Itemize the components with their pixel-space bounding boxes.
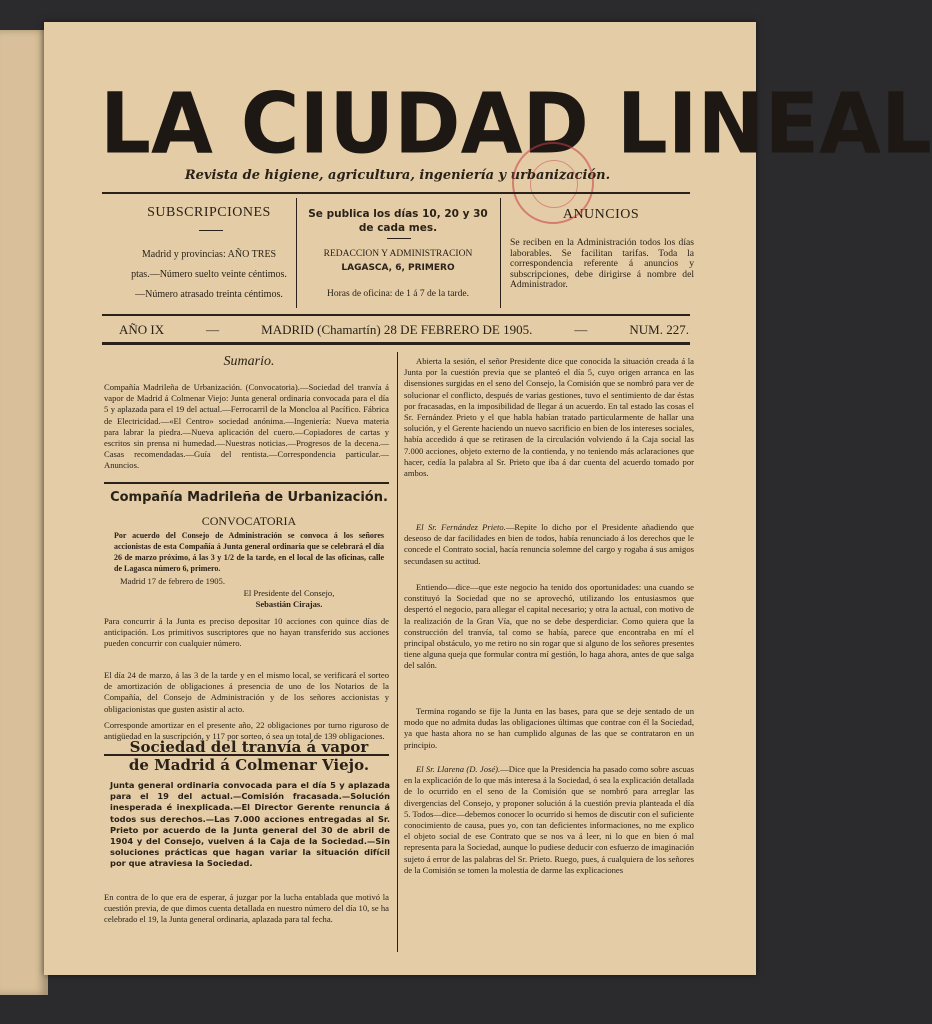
publication-line-5: Horas de oficina: de 1 á 7 de la tarde.: [327, 289, 469, 299]
article1-signature-role: El Presidente del Consejo,: [243, 588, 335, 598]
newspaper-page: [44, 22, 932, 975]
publication-line-2: de cada mes.: [358, 222, 438, 234]
right-paragraph-5: [404, 764, 694, 942]
summary-title: Sumario.: [223, 354, 275, 369]
right-paragraph-2: [404, 522, 694, 582]
dateline: [119, 322, 689, 338]
masthead-subtitle: Revista de higiene, agricultura, ingeniería y urbanización.: [184, 168, 611, 183]
subscriptions-title: SUBSCRIPCIONES: [147, 205, 271, 220]
article2-title-line-1: Sociedad del tranvía á vapor: [129, 738, 369, 756]
publication-line-1: Se publica los días 10, 20 y 30: [308, 208, 488, 220]
article2-paragraph-1: En contra de lo que era de esperar, á juzgar por la lucha entablada que motivó la cuestión previa, de que dimos cuenta detallada en nuestro número del día 10, se ha celebrado el 19, la Junta general ordinaria, aplazada para tal fecha.: [104, 892, 389, 925]
article2-lead: Junta general ordinaria convocada para el día 5 y aplazada para el 19 del actual.—Comisión fracasada.—Solución inesperada é inexplicada.—El Director Gerente renuncia á todos sus derechos.—Las 7.000 acciones entregadas al Sr. Prieto por acuerdo de la Junta general del 30 de abril de 1904 y del Consejo, vuelven á la Caja de la Sociedad.—Sin soluciones prácticas que hagan variar la situación difícil por que atraviesa la Sociedad.: [110, 780, 390, 869]
volume-year: AÑO IX: [119, 322, 165, 337]
right-paragraph-4: [404, 706, 694, 762]
issue-number: NUM. 227.: [629, 322, 689, 337]
subscriptions-title-underline: [199, 230, 223, 231]
ads-text: Se reciben en la Administración todos los días laborables. Se facilitan tarifas. Toda la correspondencia referente á anuncios y subscripciones, debe dirigirse á nombre del Administrador.: [510, 237, 694, 291]
ads-title: ANUNCIOS: [562, 207, 640, 222]
header-top-rule: [102, 192, 690, 194]
right-paragraph-3: [404, 582, 694, 706]
header-divider-1: [296, 198, 297, 308]
article1-signature-name: Sebastián Cirajas.: [255, 599, 323, 609]
header-bottom-rule: [102, 314, 690, 316]
publication-underline: [387, 238, 411, 239]
dateline-dash-2: —: [574, 322, 588, 337]
subscriptions-line-1: Madrid y provincias: AÑO TRES: [141, 249, 277, 260]
article1-notice: Por acuerdo del Consejo de Administración se convoca á los señores accionistas de esta Compañía á Junta general ordinaria que se celebrará el día 26 de marzo próximo, á las 3 y 1/2 de la tarde, en el local de las oficinas, calle de Lagasca número 6, primero.: [114, 531, 384, 573]
masthead-title: LA CIUDAD LINEAL: [100, 74, 932, 173]
speaker-fernandez-prieto: El Sr. Fernández Prieto.: [416, 522, 506, 532]
column-divider: [397, 352, 398, 952]
right-paragraph-4-text: Termina rogando se fije la Junta en las bases, para que se deje sentado de un modo que no admita dudas las obligaciones últimas que contrae con él la Sociedad, ya que hasta ahora no se han cumplido algunas de las que se contrataron en un principio.: [404, 706, 694, 750]
summary-text: Compañía Madrileña de Urbanización. (Convocatoria).—Sociedad del tranvía á vapor de Madrid á Colmenar Viejo: Junta general ordinaria convocada para el día 5 y aplazada para el 19 del actual.—Ferrocarril de la Moncloa al Pacífico. Fábrica de Electricidad.—«El Centro» sociedad anónima.—Ingeniería: Nueva materia para labrar la piedra.—Nueva aplicación del cuero.—Copiadores de cartas y escritos sin prensa ni humedad.—Nuestras noticias.—Progresos de la decena.—Casas recomendadas.—Guía del rentista.—Correspondencia particular.—Anuncios.: [104, 382, 389, 471]
header-divider-2: [500, 198, 501, 308]
place-date: MADRID (Chamartín) 28 DE FEBRERO DE 1905.: [261, 322, 533, 337]
right-paragraph-1: [404, 356, 694, 534]
article1-paragraph-2: El día 24 de marzo, á las 3 de la tarde y en el mismo local, se verificará el sorteo de amortización de obligaciones á presencia de uno de los Notarios de la Compañía, del Consejo de Administración y de los señores accionistas y obligacionistas que gusten asistir al acto.: [104, 670, 389, 714]
book-spine: [0, 30, 48, 995]
dateline-bottom-rule: [102, 342, 690, 345]
publication-line-4: LAGASCA, 6, PRIMERO: [341, 263, 455, 273]
article1-convocatoria: CONVOCATORIA: [201, 514, 297, 528]
right-paragraph-5-body: —Dice que la Presidencia ha pasado como sobre ascuas en la explicación de lo que más interesa á la Sociedad, ó sea la explicación detallada de lo ocurrido en el seno de la Comisión que se nombró para arreglar las divergencias del Consejo, y proponer solución á la cuestión previa planteada el día 5. Todos—dice—debemos conocer lo ocurrido si hemos de discutir con el suficiente conocimiento de causa, pues yo, con tan deficientes informaciones, no me explico el objeto social de ese Contrato que se nos va á leer, ni lo que en bien ó mal representa para la Sociedad, aunque lo pudiese deducir con esfuerzo de imaginación sujeto á error de las palabras del Sr. Prieto. Ruego, pues, á cualquiera de los señores de la Comisión se tomen la molestia de darme las explicaciones: [404, 764, 694, 875]
article1-date: Madrid 17 de febrero de 1905.: [120, 576, 226, 586]
publication-line-3: REDACCION Y ADMINISTRACION: [323, 249, 473, 259]
article1-title: Compañía Madrileña de Urbanización.: [110, 490, 388, 505]
right-paragraph-5-text: [404, 764, 694, 876]
article1-paragraph-3: Corresponde amortizar en el presente año, 22 obligaciones por turno riguroso de antigüedad en la suscripción, y 117 por sorteo, ó sea un total de 139 obligaciones.: [104, 720, 389, 742]
summary-bottom-rule: [104, 482, 389, 484]
subscriptions-line-3: —Número atrasado treinta céntimos.: [135, 289, 283, 300]
right-paragraph-2-text: [404, 522, 694, 567]
article1-paragraph-1: Para concurrir á la Junta es preciso depositar 10 acciones con quince días de anticipación. Los primitivos suscriptores que no hayan transferido sus acciones pueden concurrir con cualquier número.: [104, 616, 389, 649]
dateline-dash-1: —: [206, 322, 220, 337]
subscriptions-line-2: ptas.—Número suelto veinte céntimos.: [131, 269, 287, 280]
right-paragraph-1-text: Abierta la sesión, el señor Presidente dice que conocida la situación creada á la Junta por la cuestión previa que se planteó el día 5, cuyo origen arranca en las disensiones surgidas en el seno del Consejo, la Comisión que se nombró para ver de solucionar el conflicto, después de varias gestiones, tuvo el sentimiento de dar éstas por fracasadas, en la imposibilidad de llegar á un acuerdo. En tal estado las cosas el Sr. Fernández Prieto y el que habla habían tratado particularmente de hallar una solución, y el Gerente haciendo un nuevo sacrificio en bien de los intereses sociales, había accedido á que se retirasen de la circulación volviendo á la Caja social las 7.000 acciones, objeto externo de la contienda, y no teniendo más aclaraciones que hacer, cedía la palabra al Sr. Prieto que iba á dar cuenta del acuerdo tomado por ambos.: [404, 356, 694, 479]
article2-title-line-2: de Madrid á Colmenar Viejo.: [128, 756, 370, 774]
right-paragraph-3-text: Entiendo—dice—que este negocio ha tenido dos oportunidades: una cuando se constituyó la Sociedad que no se aprovechó, utilizando los entusiasmos que despertó el negocio, para allegar el capital necesario; y otra la actual, con motivo de la realización de la Gran Vía, que no se debe desperdiciar. Como quiera que la construcción del tranvía, tal como se había, parece que encontraba en mí el principal obstáculo, yo me retiro no sin rogar que si alguno de los señores presentes tiene alguna queja que formular contra mí gestión, lo haga ahora, antes de que salga del salón.: [404, 582, 694, 671]
right-paragraph-2-body: —Repite lo dicho por el Presidente añadiendo que deseoso de dar facilidades en bien de todos, había renunciado á los derechos que le concede el Contrato social, hacía renuncia solemne del cargo y rogaba á sus amigos secundasen su actitud.: [404, 522, 694, 566]
speaker-llarena: El Sr. Llarena (D. José).: [416, 764, 501, 774]
